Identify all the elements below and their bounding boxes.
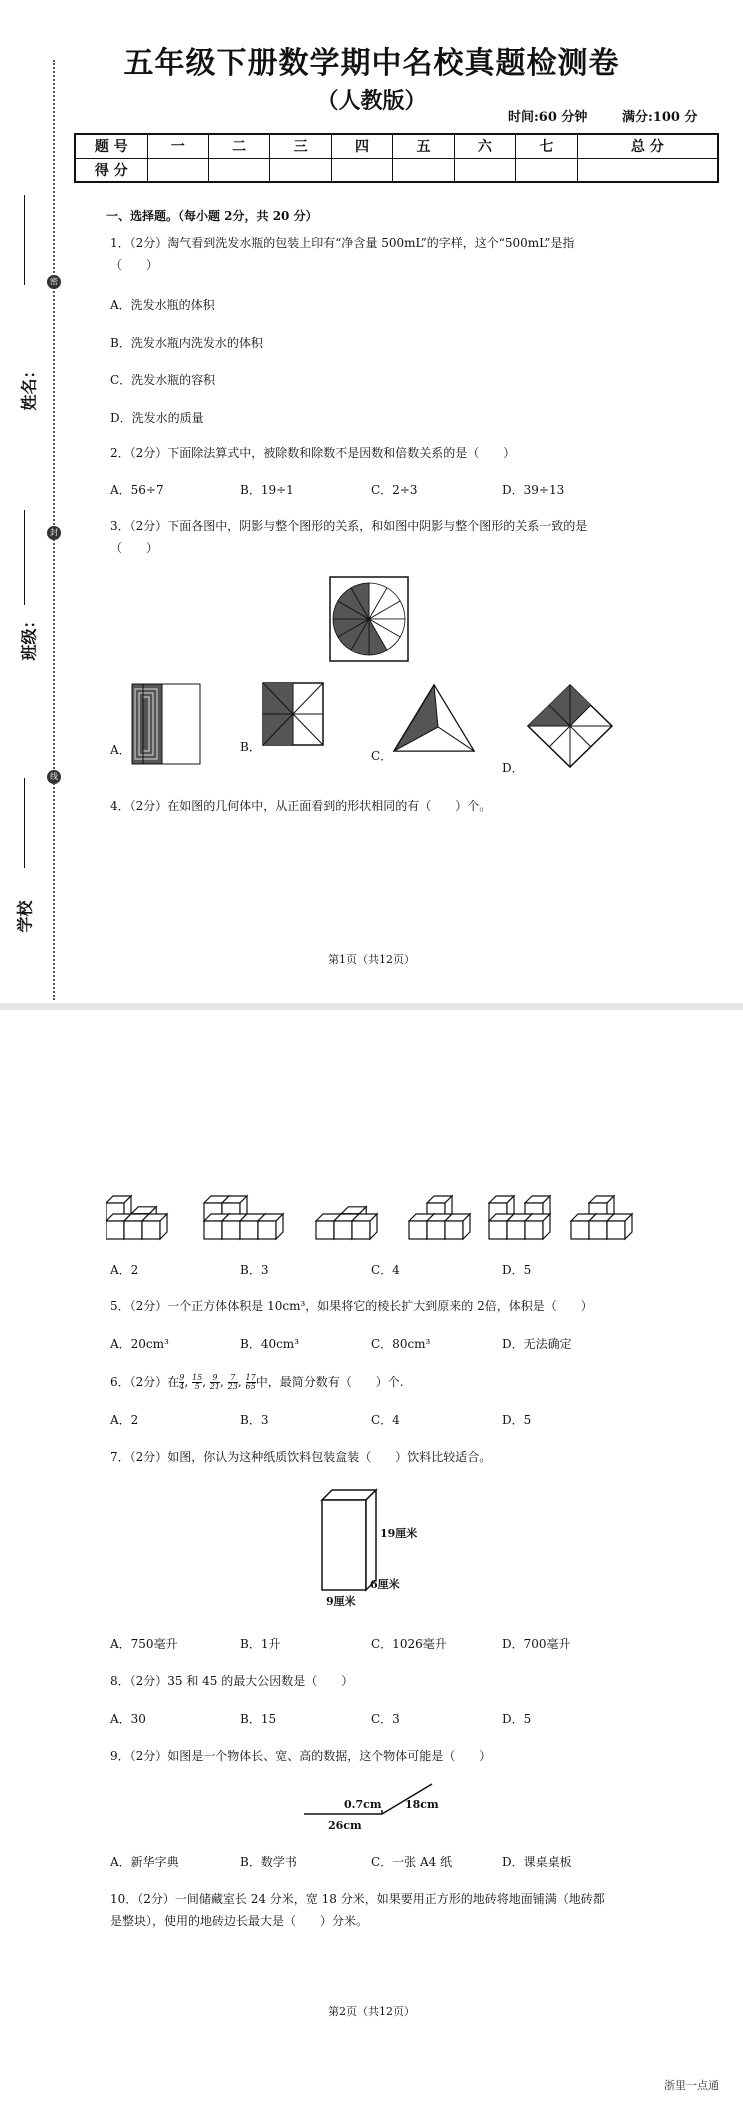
class-underline bbox=[24, 510, 25, 605]
question-1-option-b[interactable]: B．洗发水瓶内洗发水的体积 bbox=[110, 336, 263, 350]
score-cell: 五 bbox=[393, 134, 454, 158]
question-4-text: 4．（2分）在如图的几何体中，从正面看到的形状相同的有（ ）个。 bbox=[110, 799, 492, 813]
question-9-option-b[interactable]: B．数学书 bbox=[240, 1855, 297, 1869]
question-2-option-d[interactable]: D．39÷13 bbox=[502, 483, 565, 497]
question-4-solids-figure bbox=[106, 1183, 636, 1243]
page-title: 五年级下册数学期中名校真题检测卷 bbox=[123, 46, 620, 81]
question-7-option-c[interactable]: C．1026毫升 bbox=[371, 1637, 447, 1651]
score-input-cell[interactable] bbox=[516, 158, 577, 182]
score-input-cell[interactable] bbox=[270, 158, 331, 182]
score-table bbox=[74, 133, 719, 183]
question-4-option-b[interactable]: B．3 bbox=[240, 1263, 269, 1277]
fraction: $\frac{9}{21}$ bbox=[209, 1373, 221, 1391]
question-6-option-b[interactable]: B．3 bbox=[240, 1413, 269, 1427]
question-1-option-c[interactable]: C．洗发水瓶的容积 bbox=[110, 373, 216, 387]
cube bbox=[142, 1214, 167, 1239]
cube bbox=[607, 1214, 632, 1239]
fraction: $\frac{17}{65}$ bbox=[245, 1373, 256, 1391]
question-3-figure-a[interactable] bbox=[131, 683, 201, 765]
cube bbox=[525, 1214, 550, 1239]
question-2-option-b[interactable]: B．19÷1 bbox=[240, 483, 294, 497]
question-1-option-d[interactable]: D．洗发水的质量 bbox=[110, 411, 204, 425]
question-9-option-d[interactable]: D．课桌桌板 bbox=[502, 1855, 572, 1869]
score-input-cell[interactable] bbox=[331, 158, 392, 182]
question-5-option-c[interactable]: C．80cm³ bbox=[371, 1337, 431, 1351]
question-5-option-d[interactable]: D．无法确定 bbox=[502, 1337, 572, 1351]
question-8-option-c[interactable]: C．3 bbox=[371, 1712, 400, 1726]
question-3-option-c[interactable]: C． bbox=[371, 749, 393, 763]
question-6-text: 6．（2分）在 $\frac{9}{4}$ , $\frac{15}{5}$ , $\frac{9}{21}$ , $\frac{7}{23}$ , $\frac{17}{65}$ 中，最简分数有（ ）个. bbox=[110, 1373, 404, 1391]
score-table-score-row bbox=[75, 158, 718, 182]
question-9-option-a[interactable]: A．新华字典 bbox=[110, 1855, 179, 1869]
school-label: 学校 bbox=[15, 900, 35, 933]
question-3-reference-figure bbox=[329, 576, 409, 662]
page-2 bbox=[0, 1010, 743, 2102]
question-7-height-label: 19厘米 bbox=[380, 1527, 418, 1540]
score-input-cell[interactable] bbox=[208, 158, 269, 182]
seal-mark-3: 线 bbox=[47, 770, 61, 784]
question-7-width-label: 6厘米 bbox=[370, 1578, 400, 1591]
seal-mark-2: 封 bbox=[47, 526, 61, 540]
question-2-option-c[interactable]: C．2÷3 bbox=[371, 483, 418, 497]
exam-full-score: 满分:100 分 bbox=[622, 110, 698, 125]
question-3-figure-c[interactable] bbox=[392, 683, 476, 753]
fraction: $\frac{9}{4}$ bbox=[179, 1373, 185, 1391]
question-8-option-a[interactable]: A．30 bbox=[110, 1712, 146, 1726]
cube bbox=[258, 1214, 283, 1239]
question-5-option-b[interactable]: B．40cm³ bbox=[240, 1337, 299, 1351]
question-7-length-label: 9厘米 bbox=[326, 1595, 356, 1608]
page-2-footer: 第2页（共12页） bbox=[328, 2005, 415, 2018]
question-3-text: 3．（2分）下面各图中，阴影与整个图形的关系，和如图中阴影与整个图形的关系一致的是 bbox=[110, 519, 588, 533]
question-8-option-b[interactable]: B．15 bbox=[240, 1712, 277, 1726]
page-1 bbox=[0, 0, 743, 1003]
fraction: $\frac{15}{5}$ bbox=[192, 1373, 203, 1391]
section-heading: 一、选择题。（每小题 2分，共 20 分） bbox=[106, 209, 318, 223]
score-input-cell[interactable] bbox=[147, 158, 208, 182]
question-4-option-a[interactable]: A．2 bbox=[110, 1263, 139, 1277]
question-3-figure-d[interactable] bbox=[526, 683, 614, 769]
question-4-option-c[interactable]: C．4 bbox=[371, 1263, 400, 1277]
question-3-option-a[interactable]: A． bbox=[110, 743, 131, 757]
question-5-option-a[interactable]: A．20cm³ bbox=[110, 1337, 169, 1351]
question-6-option-a[interactable]: A．2 bbox=[110, 1413, 139, 1427]
score-cell: 七 bbox=[516, 134, 577, 158]
name-underline bbox=[24, 195, 25, 285]
question-6-prefix: 6．（2分）在 bbox=[110, 1375, 180, 1389]
cube bbox=[352, 1214, 377, 1239]
question-7-text: 7．（2分）如图，你认为这种纸质饮料包装盒装（ ）饮料比较适合。 bbox=[110, 1450, 492, 1464]
question-7-option-a[interactable]: A．750毫升 bbox=[110, 1637, 178, 1651]
page-1-footer: 第1页（共12页） bbox=[328, 953, 415, 966]
question-8-text: 8．（2分）35 和 45 的最大公因数是（ ） bbox=[110, 1674, 354, 1688]
question-9-option-c[interactable]: C．一张 A4 纸 bbox=[371, 1855, 453, 1869]
question-3-option-b[interactable]: B． bbox=[240, 740, 261, 754]
fraction: $\frac{7}{23}$ bbox=[227, 1373, 238, 1391]
page-subtitle: （人教版） bbox=[316, 88, 427, 114]
score-input-cell[interactable] bbox=[577, 158, 718, 182]
question-7-option-d[interactable]: D．700毫升 bbox=[502, 1637, 571, 1651]
score-cell: 一 bbox=[147, 134, 208, 158]
score-input-cell[interactable] bbox=[393, 158, 454, 182]
question-5-text: 5．（2分）一个正方体体积是 10cm³，如果将它的棱长扩大到原来的 2倍，体积是（ ） bbox=[110, 1299, 593, 1313]
question-2-text: 2．（2分）下面除法算式中，被除数和除数不是因数和倍数关系的是（ ） bbox=[110, 446, 516, 460]
score-cell: 二 bbox=[208, 134, 269, 158]
question-1-blank: （ ） bbox=[110, 258, 159, 272]
score-cell: 总 分 bbox=[577, 134, 718, 158]
score-cell: 得 分 bbox=[75, 158, 147, 182]
question-6-option-c[interactable]: C．4 bbox=[371, 1413, 400, 1427]
question-2-option-a[interactable]: A．56÷7 bbox=[110, 483, 164, 497]
question-3-figure-b[interactable] bbox=[262, 682, 324, 746]
question-6-option-d[interactable]: D．5 bbox=[502, 1413, 532, 1427]
seal-mark-1: 密 bbox=[47, 275, 61, 289]
question-1-option-a[interactable]: A．洗发水瓶的体积 bbox=[110, 298, 215, 312]
score-cell: 六 bbox=[454, 134, 515, 158]
question-8-option-d[interactable]: D．5 bbox=[502, 1712, 532, 1726]
question-1-text: 1．（2分）淘气看到洗发水瓶的包装上印有“净含量 500mL”的字样，这个“500mL”是指 bbox=[110, 236, 575, 250]
question-7-option-b[interactable]: B．1升 bbox=[240, 1637, 281, 1651]
score-cell: 三 bbox=[270, 134, 331, 158]
question-6-suffix: 中，最简分数有（ ）个. bbox=[255, 1375, 404, 1389]
question-4-option-d[interactable]: D．5 bbox=[502, 1263, 532, 1277]
exam-time: 时间:60 分钟 bbox=[508, 110, 588, 125]
question-3-blank: （ ） bbox=[110, 541, 159, 555]
question-9-height-label: 0.7cm bbox=[344, 1798, 382, 1811]
question-3-option-d[interactable]: D． bbox=[502, 761, 524, 775]
cube bbox=[445, 1214, 470, 1239]
class-label: 班级： bbox=[19, 612, 39, 661]
question-9-text: 9．（2分）如图是一个物体长、宽、高的数据，这个物体可能是（ ） bbox=[110, 1749, 492, 1763]
score-table-header-row bbox=[75, 134, 718, 158]
name-label: 姓名： bbox=[19, 362, 39, 411]
score-input-cell[interactable] bbox=[454, 158, 515, 182]
question-9-width-label: 18cm bbox=[405, 1798, 439, 1811]
score-cell: 题 号 bbox=[75, 134, 147, 158]
question-10-text-line2: 是整块），使用的地砖边长最大是（ ）分米。 bbox=[110, 1914, 369, 1928]
question-10-text-line1: 10．（2分）一间储藏室长 24 分米，宽 18 分米，如果要用正方形的地砖将地面铺满（地砖都 bbox=[110, 1892, 605, 1906]
question-9-length-label: 26cm bbox=[328, 1819, 362, 1832]
watermark-text: 浙里一点通 bbox=[664, 2079, 719, 2092]
score-cell: 四 bbox=[331, 134, 392, 158]
school-underline bbox=[24, 778, 25, 868]
